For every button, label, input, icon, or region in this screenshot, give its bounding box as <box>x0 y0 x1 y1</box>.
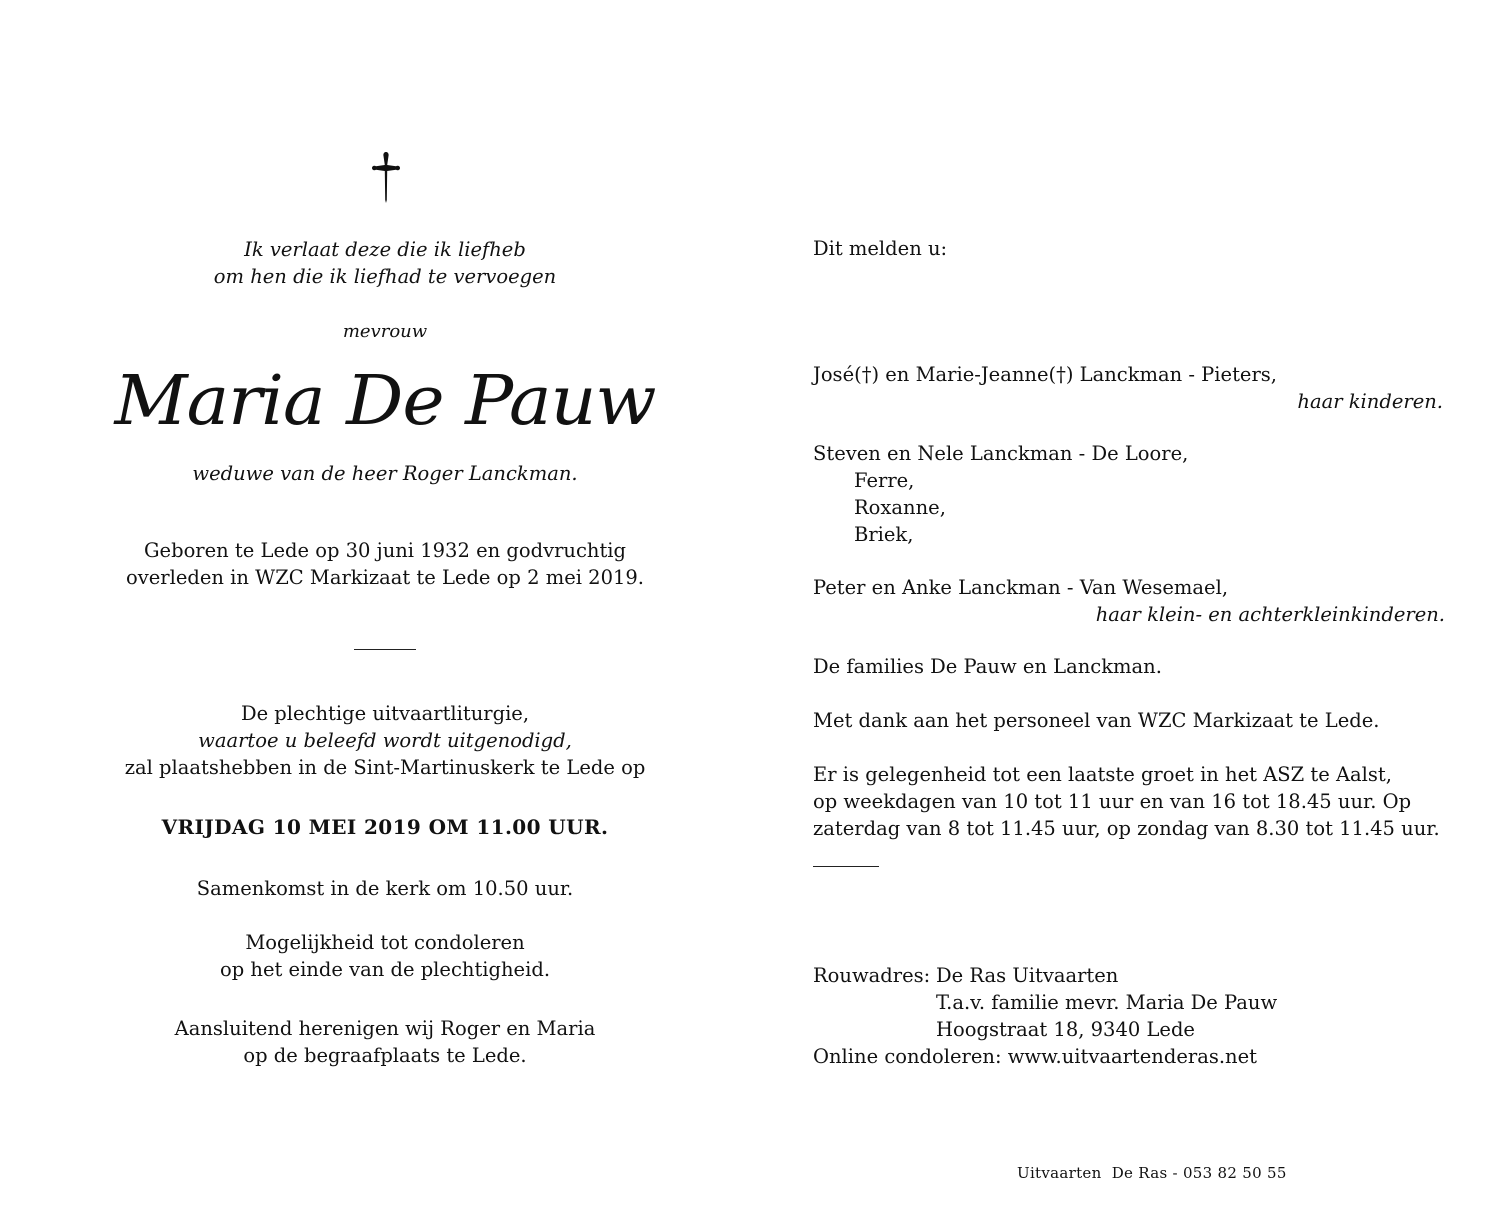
address-row <box>813 962 1445 989</box>
burial-info <box>90 1015 680 1069</box>
condolence-line: op het einde van de plechtigheid. <box>219 958 551 981</box>
grandchild-name: Ferre, <box>854 469 915 492</box>
burial-line: Aansluitend herenigen wij Roger en Maria <box>174 1017 596 1040</box>
families-line: De families De Pauw en Lanckman. <box>813 655 1162 678</box>
footer-credit: Uitvaarten De Ras - 053 82 50 55 <box>1017 1164 1287 1182</box>
children-names: José(†) en Marie-Jeanne(†) Lanckman - Pieters, <box>813 363 1277 386</box>
widow-line: weduwe van de heer Roger Lanckman. <box>192 462 578 485</box>
grandchild-name: Briek, <box>854 523 914 546</box>
liturgy-line: zal plaatshebben in de Sint-Martinuskerk te Lede op <box>124 756 646 779</box>
quote-line: Ik verlaat deze die ik liefheb <box>244 238 526 261</box>
mourning-address <box>813 962 1445 1070</box>
visitation-line: Er is gelegenheid tot een laatste groet in het ASZ te Aalst, <box>813 763 1392 786</box>
grandchildren-family <box>813 440 1445 548</box>
address-label: Rouwadres: <box>813 964 931 987</box>
burial-line: op de begraafplaats te Lede. <box>243 1044 527 1067</box>
birth-line: Geboren te Lede op 30 juni 1932 en godvruchtig <box>143 539 627 562</box>
condolence-info <box>90 929 680 983</box>
address-line: De Ras Uitvaarten <box>936 964 1119 987</box>
thanks-line: Met dank aan het personeel van WZC Markizaat te Lede. <box>813 709 1380 732</box>
liturgy-line: De plechtige uitvaartliturgie, <box>240 702 530 725</box>
cross-icon <box>370 150 402 204</box>
grandchild-name: Roxanne, <box>854 496 946 519</box>
online-url[interactable]: www.uitvaartenderas.net <box>1007 1045 1257 1068</box>
liturgy-info <box>90 700 680 781</box>
memorial-quote <box>90 236 680 290</box>
announcement-intro: Dit melden u: <box>813 237 948 260</box>
visitation-info <box>813 761 1445 842</box>
quote-line: om hen die ik liefhad te vervoegen <box>213 265 557 288</box>
meeting-info: Samenkomst in de kerk om 10.50 uur. <box>196 877 574 900</box>
family-line: Steven en Nele Lanckman - De Loore, <box>813 442 1189 465</box>
liturgy-line: waartoe u beleefd wordt uitgenodigd, <box>198 729 572 752</box>
birth-death-info <box>90 537 680 591</box>
grandchildren-role: haar klein- en achterkleinkinderen. <box>1095 603 1445 626</box>
funeral-date: VRIJDAG 10 MEI 2019 OM 11.00 UUR. <box>161 815 609 839</box>
condolence-line: Mogelijkheid tot condoleren <box>245 931 525 954</box>
family-line-peter: Peter en Anke Lanckman - Van Wesemael, <box>813 576 1229 599</box>
deceased-title: mevrouw <box>342 321 428 342</box>
address-line: Hoogstraat 18, 9340 Lede <box>936 1018 1195 1041</box>
visitation-line: op weekdagen van 10 tot 11 uur en van 16 tot 18.45 uur. Op <box>813 790 1412 813</box>
address-line: T.a.v. familie mevr. Maria De Pauw <box>936 991 1278 1014</box>
deceased-name: Maria De Pauw <box>114 362 656 441</box>
online-condolence <box>813 1043 1445 1070</box>
online-label: Online condoleren: <box>813 1045 1002 1068</box>
visitation-line: zaterdag van 8 tot 11.45 uur, op zondag van 8.30 tot 11.45 uur. <box>813 817 1440 840</box>
children-role: haar kinderen. <box>1297 390 1443 413</box>
death-line: overleden in WZC Markizaat te Lede op 2 mei 2019. <box>125 566 644 589</box>
divider-left <box>354 649 416 650</box>
divider-right <box>813 866 879 867</box>
